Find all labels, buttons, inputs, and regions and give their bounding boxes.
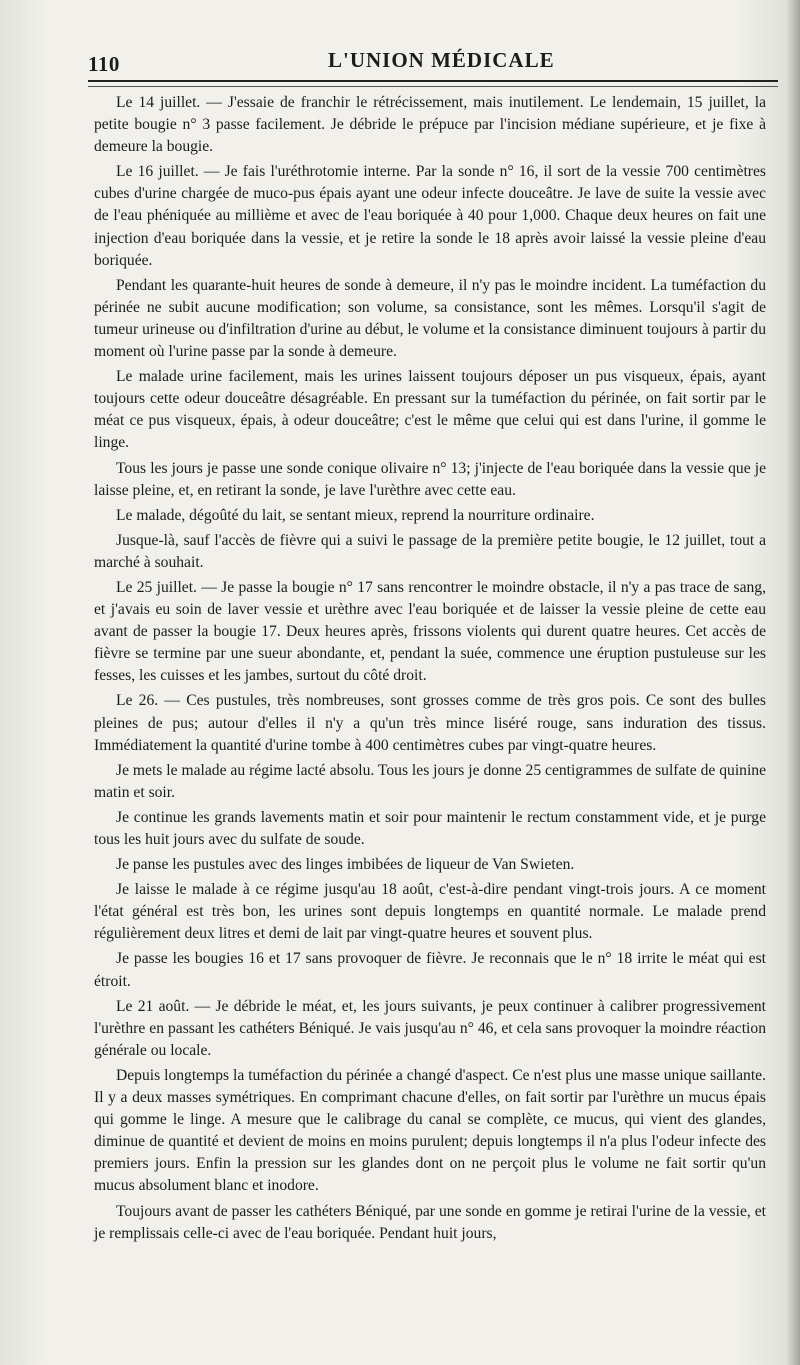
paragraph: Le 26. — Ces pustules, très nombreuses, sont grosses comme de très gros pois. Ce sont des bulles pleines de pus; autour d'elles il n'y a qu'un très mince liséré rouge, sans induration des tissus. Immédiatement la quantité d'urine tombe à 400 centimètres cubes par vingt-quatre heures. bbox=[94, 692, 766, 754]
running-title: L'UNION MÉDICALE bbox=[328, 48, 555, 72]
paragraph: Toujours avant de passer les cathéters Béniqué, par une sonde en gomme je retirai l'urine de la vessie, et je remplissais celle-ci avec de l'eau boriquée. Pendant huit jours, bbox=[94, 1202, 766, 1242]
article-body bbox=[94, 92, 766, 1248]
paragraph: Le 14 juillet. — J'essaie de franchir le rétrécissement, mais inutilement. Le lendemain, 15 juillet, la petite bougie n° 3 passe facilement. Je débride le prépuce par l'incision médiane supérieure, et je fixe à demeure la bougie. bbox=[94, 94, 766, 156]
paragraph: Je laisse le malade à ce régime jusqu'au 18 août, c'est-à-dire pendant vingt-trois jours. A ce moment l'état général est très bon, les urines sont depuis longtemps en quantité normale. Le malade prend régulièrement deux litres et demi de lait par vingt-quatre heures et souvent plus. bbox=[94, 881, 766, 943]
page-edge-shadow bbox=[786, 0, 800, 1365]
running-header bbox=[88, 46, 778, 74]
paragraph: Le 16 juillet. — Je fais l'uréthrotomie interne. Par la sonde n° 16, il sort de la vessie 700 centimètres cubes d'urine chargée de muco-pus épais ayant une odeur infecte douceâtre. Je lave de suite la vessie avec de l'eau phéniquée au millième et avec de l'eau boriquée à 40 pour 1,000. Chaque deux heures on fait une injection d'eau boriquée dans la vessie, et je retire la sonde le 18 après avoir laissé la vessie pleine d'eau boriquée. bbox=[94, 163, 766, 269]
header-rule bbox=[88, 80, 778, 82]
paragraph: Je passe les bougies 16 et 17 sans provoquer de fièvre. Je reconnais que le n° 18 irrite le méat qui est étroit. bbox=[94, 950, 766, 990]
paragraph: Je panse les pustules avec des linges imbibées de liqueur de Van Swieten. bbox=[116, 856, 575, 874]
page-number: 110 bbox=[88, 52, 120, 76]
paragraph: Tous les jours je passe une sonde conique olivaire n° 13; j'injecte de l'eau boriquée dans la vessie que je laisse pleine, et, en retirant la sonde, je lave l'urèthre avec cette eau. bbox=[94, 459, 766, 499]
paragraph: Je mets le malade au régime lacté absolu. Tous les jours je donne 25 centigrammes de sulfate de quinine matin et soir. bbox=[94, 761, 766, 801]
paragraph: Depuis longtemps la tuméfaction du périnée a changé d'aspect. Ce n'est plus une masse unique saillante. Il y a deux masses symétriques. En comprimant chacune d'elles, on fait sortir par l'urèthre un mucus épais qui gomme le linge. A mesure que le calibrage du canal se complète, ce mucus, qui vient des glandes, diminue de quantité et devient de moins en moins purulent; depuis longtemps il n'a plus l'odeur infecte des premiers jours. Enfin la pression sur les glandes dont on ne perçoit plus le volume ne fait sortir qu'un mucus absolument blanc et inodore. bbox=[94, 1066, 766, 1195]
paragraph: Pendant les quarante-huit heures de sonde à demeure, il n'y pas le moindre incident. La tuméfaction du périnée ne subit aucune modification; son volume, sa consistance, sont les mêmes. Lorsqu'il s'agit de tumeur urineuse ou d'infiltration d'urine au début, le volume et la consistance diminuent toujours à partir du moment où l'urine passe par la sonde à demeure. bbox=[94, 276, 766, 361]
paragraph: Le 25 juillet. — Je passe la bougie n° 17 sans rencontrer le moindre obstacle, il n'y a pas trace de sang, et j'avais eu soin de laver vessie et urèthre avec l'eau boriquée et de laisser la vessie pleine de cette eau avant de passer la bougie 17. Deux heures après, frissons violents qui durent quatre heures. Cet accès de fièvre se termine par une sueur abondante, et, pendant la suée, commence une éruption pustuleuse sur les fesses, les cuisses et les jambes, surtout du côté droit. bbox=[94, 578, 766, 685]
paragraph: Le 21 août. — Je débride le méat, et, les jours suivants, je peux continuer à calibrer progressivement l'urèthre en passant les cathéters Béniqué. Je vais jusqu'au n° 46, et cela sans provoquer la moindre réaction générale ou locale. bbox=[94, 997, 766, 1059]
paragraph: Je continue les grands lavements matin et soir pour maintenir le rectum constamment vide, et je purge tous les huit jours avec du sulfate de soude. bbox=[94, 808, 766, 848]
paragraph: Le malade, dégoûté du lait, se sentant mieux, reprend la nourriture ordinaire. bbox=[116, 506, 595, 524]
header-rule-thin bbox=[88, 86, 778, 87]
paragraph: Le malade urine facilement, mais les urines laissent toujours déposer un pus visqueux, épais, ayant toujours cette odeur douceâtre désagréable. En pressant sur la tuméfaction du périnée, on fait sortir par le méat ce pus visqueux, épais, à odeur douceâtre; c'est le même que celui qui est dans l'urine, il gomme le linge. bbox=[94, 368, 766, 452]
paragraph: Jusque-là, sauf l'accès de fièvre qui a suivi le passage de la première petite bougie, le 12 juillet, tout a marché à souhait. bbox=[94, 531, 766, 571]
